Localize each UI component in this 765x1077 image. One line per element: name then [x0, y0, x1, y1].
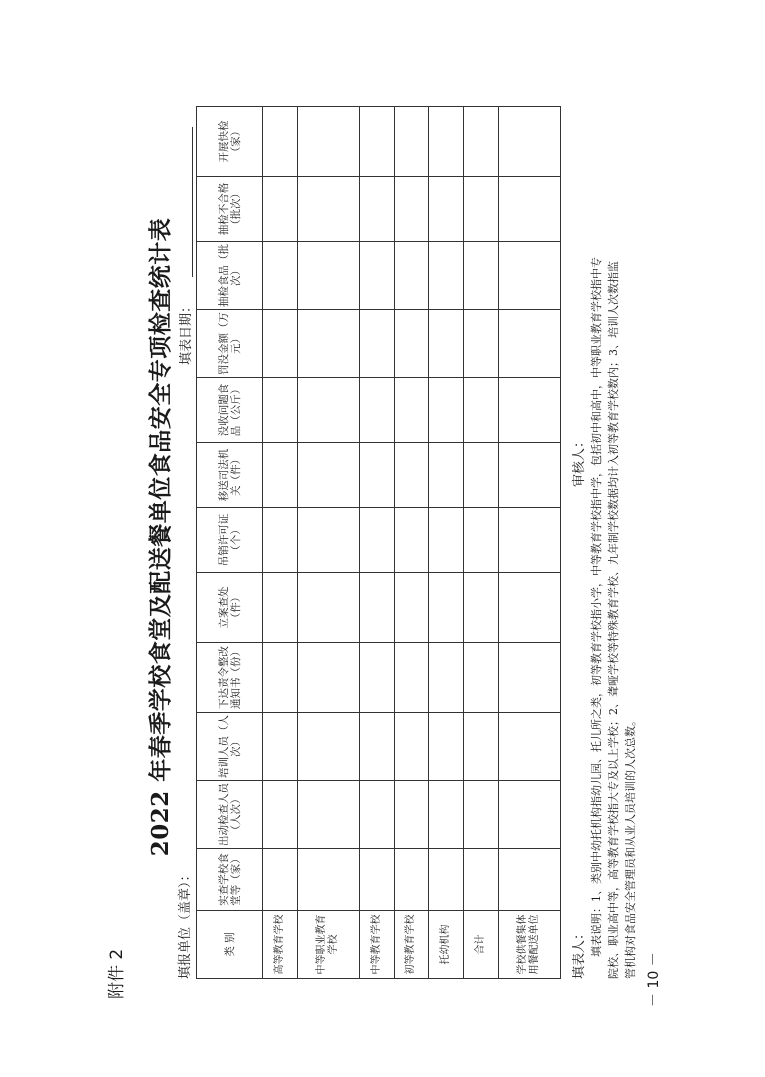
table-cell — [429, 573, 464, 643]
table-cell — [297, 177, 359, 242]
document-title: 2022 年春季学校食堂及配送餐单位食品安全专项检查统计表 — [147, 217, 174, 857]
table-cell — [394, 310, 429, 378]
row-label: 初等教育学校 — [394, 911, 429, 979]
table-cell — [394, 378, 429, 443]
table-cell — [297, 713, 359, 781]
table-cell — [297, 107, 359, 177]
table-header-row — [197, 107, 263, 979]
row-label: 合计 — [463, 911, 498, 979]
table-cell — [263, 713, 298, 781]
table-cell — [360, 781, 395, 849]
table-cell — [498, 508, 560, 573]
table-cell — [360, 443, 395, 508]
table-cell — [360, 242, 395, 310]
table-cell — [498, 378, 560, 443]
table-cell — [498, 781, 560, 849]
note-line: 填表说明：1、类别中幼托机构指幼儿园、托儿所之类，初等教育学校指小学，中等教育学校指中学，包括初中和高中，中等职业教育学校指中专 — [590, 257, 603, 957]
table-cell — [429, 177, 464, 242]
header-cell: 没收问题食品（公斤） — [197, 378, 263, 443]
table-cell — [498, 310, 560, 378]
table-cell — [429, 242, 464, 310]
table-row — [297, 107, 359, 979]
table-cell — [394, 508, 429, 573]
table-cell — [360, 643, 395, 713]
table-cell — [429, 378, 464, 443]
table-cell — [463, 713, 498, 781]
table-row — [360, 107, 395, 979]
table-cell — [498, 107, 560, 177]
table-cell — [463, 643, 498, 713]
table-cell — [263, 508, 298, 573]
table-cell — [463, 849, 498, 911]
table-cell — [263, 242, 298, 310]
table-cell — [263, 310, 298, 378]
table-cell — [463, 107, 498, 177]
table-cell — [429, 443, 464, 508]
table-cell — [498, 713, 560, 781]
table-cell — [394, 177, 429, 242]
table-cell — [498, 849, 560, 911]
note-line: 院校、职业高中等，高等教育学校指大专及以上学校；2、聋哑学校等特殊教育学校、九年制学校数据均计入初等教育学校数内；3、培训人次数指监 — [607, 261, 620, 979]
header-cell: 开展快检（家） — [197, 107, 263, 177]
table-cell — [297, 508, 359, 573]
note-line: 管机构对食品安全管理员和从业人员培训的人次总数。 — [624, 715, 637, 979]
table-cell — [360, 849, 395, 911]
table-cell — [263, 443, 298, 508]
table-cell — [263, 177, 298, 242]
table-cell — [498, 643, 560, 713]
row-label: 中等教育学校 — [360, 911, 395, 979]
header-cell: 出动检查人员（人次） — [197, 781, 263, 849]
table-cell — [394, 242, 429, 310]
table-cell — [429, 781, 464, 849]
row-label: 高等教育学校 — [263, 911, 298, 979]
table-cell — [463, 443, 498, 508]
table-cell — [463, 508, 498, 573]
table-cell — [297, 781, 359, 849]
table-cell — [463, 781, 498, 849]
table-cell — [360, 310, 395, 378]
header-cell: 吊销许可证（个） — [197, 508, 263, 573]
fill-instructions — [588, 99, 639, 979]
statistics-table — [196, 106, 561, 979]
table-cell — [360, 573, 395, 643]
table-cell — [463, 310, 498, 378]
attachment-label: 附件 2 — [107, 948, 127, 999]
table-cell — [498, 443, 560, 508]
table-cell — [360, 508, 395, 573]
table-row — [463, 107, 498, 979]
table-cell — [263, 107, 298, 177]
header-cell: 下达责令整改通知书（份） — [197, 643, 263, 713]
row-label: 学校供餐集体用餐配送单位 — [498, 911, 560, 979]
auditor-label: 审核人： — [572, 434, 587, 487]
table-cell — [360, 177, 395, 242]
table-cell — [297, 643, 359, 713]
table-cell — [263, 378, 298, 443]
table-cell — [394, 443, 429, 508]
table-cell — [263, 849, 298, 911]
table-cell — [360, 713, 395, 781]
header-cell: 类 别 — [197, 911, 263, 979]
page-number: － 10 － — [646, 952, 662, 1007]
table-cell — [394, 107, 429, 177]
fill-unit-label: 填报单位（盖章）： — [178, 868, 193, 979]
table-cell — [429, 310, 464, 378]
table-cell — [394, 849, 429, 911]
table-cell — [463, 573, 498, 643]
table-cell — [498, 177, 560, 242]
header-cell: 抽检食品（批次） — [197, 242, 263, 310]
table-cell — [463, 177, 498, 242]
table-cell — [263, 781, 298, 849]
table-row — [429, 107, 464, 979]
header-cell: 罚没金额（万元） — [197, 310, 263, 378]
table-cell — [463, 242, 498, 310]
table-cell — [429, 713, 464, 781]
table-row — [498, 107, 560, 979]
table-cell — [394, 643, 429, 713]
header-cell: 抽检不合格（批次） — [197, 177, 263, 242]
table-cell — [263, 643, 298, 713]
table-cell — [297, 849, 359, 911]
table-cell — [297, 378, 359, 443]
table-cell — [297, 242, 359, 310]
table-cell — [297, 310, 359, 378]
header-cell: 移送司法机关（件） — [197, 443, 263, 508]
table-cell — [360, 107, 395, 177]
table-cell — [498, 573, 560, 643]
table-row — [394, 107, 429, 979]
row-label: 托幼机构 — [429, 911, 464, 979]
table-cell — [297, 573, 359, 643]
table-cell — [394, 781, 429, 849]
fill-date-line — [192, 127, 193, 277]
table-cell — [263, 573, 298, 643]
table-row — [263, 107, 298, 979]
table-cell — [429, 643, 464, 713]
header-cell: 立案查处（件） — [197, 573, 263, 643]
table-cell — [394, 713, 429, 781]
header-cell: 培训人员（人次） — [197, 713, 263, 781]
table-cell — [463, 378, 498, 443]
table-cell — [429, 107, 464, 177]
table-cell — [297, 443, 359, 508]
table-cell — [429, 849, 464, 911]
table-cell — [498, 242, 560, 310]
filler-label: 填表人： — [572, 926, 587, 979]
table-cell — [360, 378, 395, 443]
row-label: 中等职业教育学校 — [297, 911, 359, 979]
fill-date-label: 填表日期： — [179, 299, 194, 365]
table-cell — [429, 508, 464, 573]
header-cell: 实查学校食堂等（家） — [197, 849, 263, 911]
table-cell — [394, 573, 429, 643]
